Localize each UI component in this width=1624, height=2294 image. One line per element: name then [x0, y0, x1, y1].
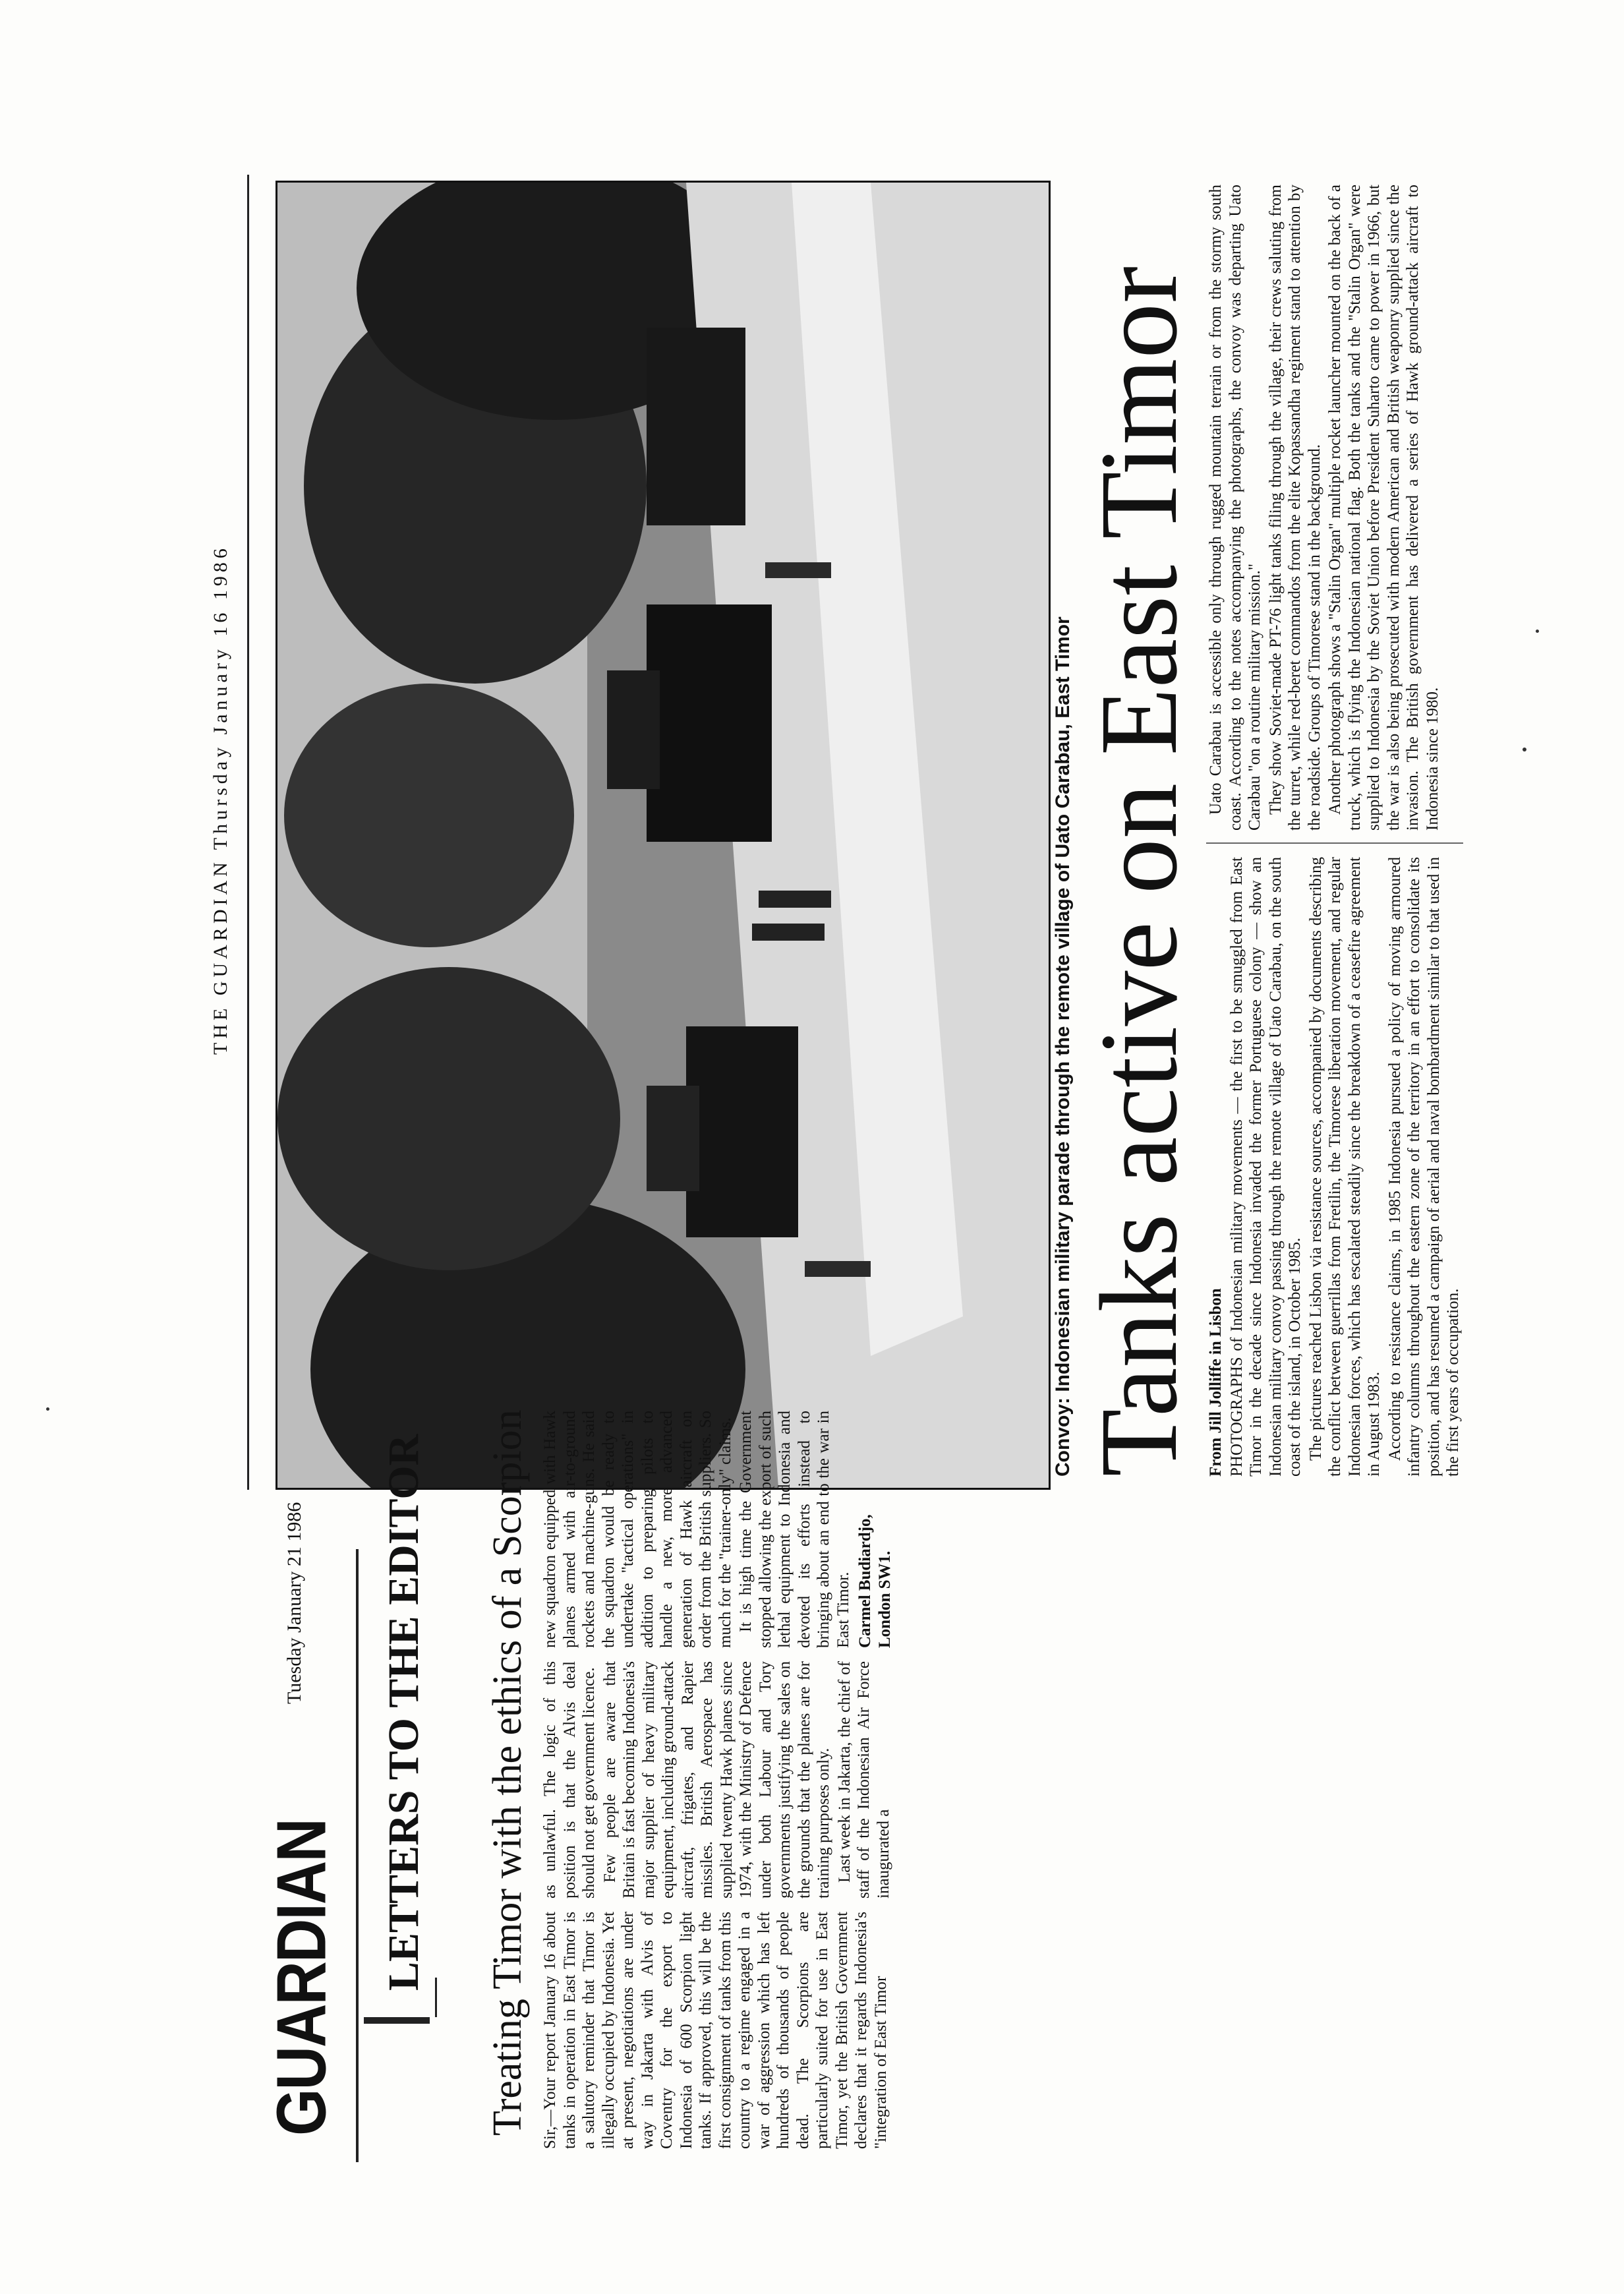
letter-paragraph: new squadron equipped with Hawk planes armed with air-to-ground rockets and machine-guns. He said the squadron would be ready to undertake "tactical operations" in addition to preparing pilots to handle a new, more advanced generation of Hawk aircraft on order from the British suppliers. So much for the "trainer-only" claims.	[541, 1411, 734, 1648]
article-column-1	[1206, 857, 1464, 1477]
letter-paragraph: Few people are aware that Britain is fast becoming Indonesia's major supplier of heavy military equipment, including ground-attack aircraft, frigates, and Rapier missiles. British Aerospace has supplied twenty Hawk planes since 1974, with the Ministry of Defence under both Labour and Tory governments justifying the sales on the grounds that the planes are for training purposes only.	[600, 1661, 832, 1898]
guardian-masthead: GUARDIAN	[263, 1819, 341, 2136]
article-headline: Tanks active on East Timor	[1078, 266, 1200, 1477]
letter-headline: Treating Timor with the ethics of a Scorpion	[485, 1409, 530, 2136]
letter-paragraph: Sir,—Your report January 16 about tanks in operation in East Timor is a salutory reminder that Timor is illegally occupied by Indonesia. Yet at present, negotiations are under way in Jakarta with Alvis of Coventry for the export to Indonesia of 600 Scorpion light tanks. If approved, this will be the first consignment of tanks from this country to a regime engaged in a war of aggression which has left hundreds of thousands of people dead. The Scorpions are particularly suited for use in East Timor, yet the British Government declares that it regards Indonesia's "integration of East Timor	[541, 1912, 890, 2149]
article-paragraph: Another photograph shows a "Stalin Organ" multiple rocket launcher mounted on the back of a truck, which is flying the Indonesian national flag. Both the tanks and the "Stalin Organ" were supplied to Indonesia by the Soviet Union before President Suharto came to power in 1966, but the war is also being prosecuted with modern American and British weaponry supplied since the invasion. The British government has delivered a series of Hawk ground-attack aircraft to Indonesia since 1980.	[1326, 185, 1441, 831]
article-paragraph: According to resistance claims, in 1985 Indonesia pursued a policy of moving armoured infantry columns throughout the eastern zone of the territory in an effort to consolidate its position, and has resumed a campaign of aerial and naval bombardment similar to that used in the first years of occupation.	[1385, 856, 1462, 1477]
article-paragraph: They show Soviet-made PT-76 light tanks filing through the village, their crews saluting from the turret, while red-beret commandos from the elite Kopassandha regiment stand to attention by the roadside. Groups of Timorese stand in the background.	[1266, 185, 1323, 831]
article-paragraph: PHOTOGRAPHS of Indonesian military movements — the first to be smuggled from East Timor in the decade since Indonesia invaded the former Portuguese colony — show an Indonesian military convoy passing through the remote village of Uato Carabau, on the south coast of the island, in October 1985.	[1227, 857, 1304, 1477]
letter-paragraph: Last week in Jakarta, the chief of staff of the Indonesian Air Force inaugurated a	[835, 1661, 892, 1898]
convoy-photo-illustration	[277, 183, 1049, 1488]
masthead-rule	[356, 1549, 359, 2162]
convoy-photo	[276, 181, 1051, 1490]
scan-speck	[46, 1407, 49, 1411]
title-dash	[435, 1978, 437, 2017]
article-paragraph: The pictures reached Lisbon via resistance sources, accompanied by documents describing the conflict between guerrillas from Fretilin, the Timorese liberation movement, and regular Indonesian forces, which has escalated steadily since the breakdown of a ceasefire agreement in August 1983.	[1306, 857, 1383, 1477]
scan-speck	[1522, 748, 1526, 751]
letter-date: Tuesday January 21 1986	[283, 1502, 305, 1704]
column-divider	[1206, 842, 1463, 844]
letter-signature	[856, 1411, 894, 1648]
signature-name: Carmel Budiardjo,	[856, 1514, 874, 1648]
article-column-2	[1206, 185, 1443, 831]
header-rule	[247, 175, 249, 1490]
article-paragraph: Uato Carabau is accessible only through rugged mountain terrain or from the stormy south coast. According to the notes accompanying the photographs, the convoy was departing Uato Carabau "on a routine military mission."	[1207, 185, 1263, 831]
margin-bar	[364, 2017, 430, 2024]
page-header: THE GUARDIAN Thursday January 16 1986	[210, 544, 231, 1055]
signature-location: London SW1.	[875, 1550, 894, 1648]
article-byline: From Jill Jolliffe in Lisbon	[1207, 1288, 1225, 1477]
letter-paragraph: as unlawful. The logic of this position is that the Alvis deal should not get government licence.	[541, 1661, 598, 1898]
scan-speck	[1536, 630, 1539, 633]
letters-section-title: LETTERS TO THE EDITOR	[380, 1434, 428, 1991]
letter-column-3	[540, 1411, 896, 1648]
photo-caption: Convoy: Indonesian military parade through the remote village of Uato Carabau, East Timor	[1052, 616, 1074, 1477]
letter-column-1	[540, 1912, 892, 2149]
letter-paragraph: It is high time the Government stopped allowing the export of such lethal equipment to Indonesia and devoted its efforts instead to bringing about an end to the war in East Timor.	[737, 1411, 852, 1648]
letter-column-2	[540, 1661, 894, 1898]
